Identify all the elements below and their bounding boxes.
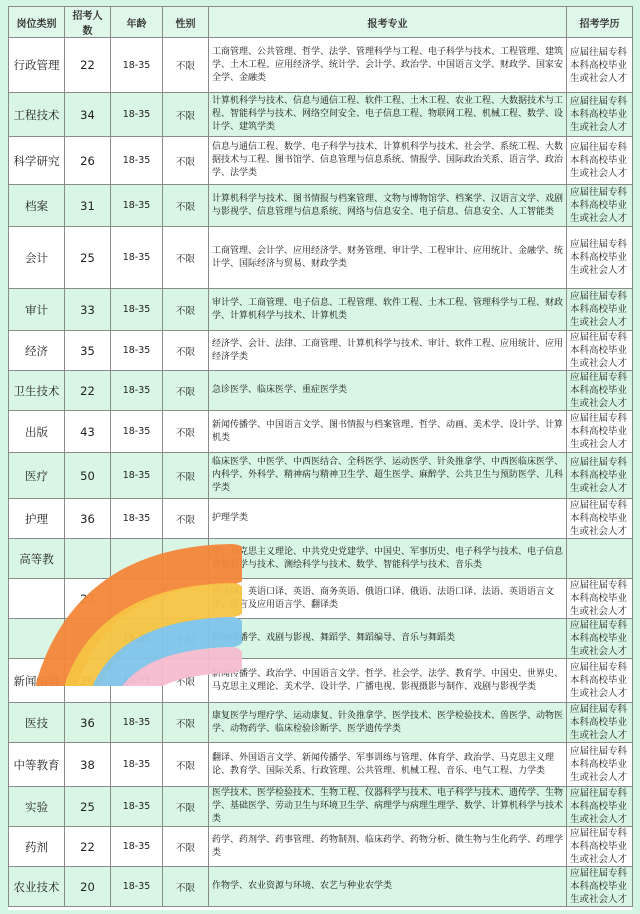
majors-cell: 学、马克思主义理论、中共党史党建学、中国史、军事历史、电子科学与技术、电子信息算机科学与技术、测绘科学与技术、数学、智能科学与技术、音乐类	[209, 539, 567, 579]
category-cell: 卫生技术	[9, 371, 65, 411]
count-cell: 35	[65, 331, 111, 371]
age-cell: 18-35	[111, 38, 163, 93]
table-header-row	[9, 7, 633, 38]
category-cell: 护理	[9, 499, 65, 539]
majors-cell: 经济学、会计、法律、工商管理、计算机科学与技术、审计、软件工程、应用统计、应用经济学类	[209, 331, 567, 371]
majors-cell: 工商管理、公共管理、哲学、法学、管理科学与工程、电子科学与技术、工程管理、建筑学、土木工程、应用经济学、统计学、会计学、政治学、中国语言文学、财政学、国家安全学、金融类	[209, 38, 567, 93]
gender-cell: 不限	[163, 331, 209, 371]
category-cell: 实验	[9, 787, 65, 827]
gender-cell: 不限	[163, 137, 209, 185]
age-cell: 18-35	[111, 137, 163, 185]
count-cell: 50	[65, 453, 111, 499]
count-cell: 22	[65, 38, 111, 93]
header-gender: 性别	[163, 7, 209, 38]
category-cell: 科学研究	[9, 137, 65, 185]
majors-cell: 审计学、工商管理、电子信息、工程管理、软件工程、土木工程、管理科学与工程、财政学、计算机科学与技术、计算机类	[209, 289, 567, 331]
age-cell: 18-35	[111, 411, 163, 453]
education-cell: 应届往届专科本科高校毕业生或社会人才	[567, 659, 633, 703]
gender-cell: 不限	[163, 93, 209, 137]
gender-cell	[163, 539, 209, 579]
age-cell: 18-35	[111, 227, 163, 289]
table-row	[9, 38, 633, 93]
education-cell: 应届往届专科本科高校毕业生或社会人才	[567, 137, 633, 185]
education-cell: 应届往届专科本科高校毕业生或社会人才	[567, 453, 633, 499]
age-cell: 18-35	[111, 867, 163, 907]
table-row	[9, 703, 633, 743]
age-cell: 18-35	[111, 499, 163, 539]
gender-cell: 不限	[163, 371, 209, 411]
gender-cell: 不限	[163, 499, 209, 539]
age-cell: 18-35	[111, 827, 163, 867]
majors-cell: 语笔译、英语口译、英语、商务英语、俄语口译、俄语、法语口译、法语、英语语言文学、语言及应用语言学、翻译类	[209, 579, 567, 619]
age-cell: 18-35	[111, 619, 163, 659]
count-cell: 25	[65, 227, 111, 289]
recruitment-table	[8, 6, 633, 907]
gender-cell: 不限	[163, 453, 209, 499]
count-cell: 43	[65, 411, 111, 453]
age-cell: 18-35	[111, 659, 163, 703]
majors-cell: 工商管理、会计学、应用经济学、财务管理、审计学、工程审计、应用统计、金融学、统计学、国际经济与贸易、财政学类	[209, 227, 567, 289]
header-majors: 报考专业	[209, 7, 567, 38]
category-cell: 会计	[9, 227, 65, 289]
education-cell: 应届往届专科本科高校毕业生或社会人才	[567, 185, 633, 227]
education-cell: 应届往届专科本科高校毕业生或社会人才	[567, 703, 633, 743]
education-cell: 应届往届专科本科高校毕业生或社会人才	[567, 331, 633, 371]
majors-cell: 新闻传播学、中国语言文学、图书情报与档案管理、哲学、动画、美术学、设计学、计算机类	[209, 411, 567, 453]
category-cell: 医技	[9, 703, 65, 743]
count-cell: 33	[65, 289, 111, 331]
majors-cell: 护理学类	[209, 499, 567, 539]
count-cell: 26	[65, 659, 111, 703]
category-cell	[9, 619, 65, 659]
table-row	[9, 185, 633, 227]
count-cell: 22	[65, 827, 111, 867]
education-cell: 应届往届专科本科高校毕业生或社会人才	[567, 371, 633, 411]
count-cell: 38	[65, 743, 111, 787]
table-row	[9, 619, 633, 659]
majors-cell: 康复医学与理疗学、运动康复、针灸推拿学、医学技术、医学检验技术、兽医学、动物医学、动物药学、临床检验诊断学、医学遗传学类	[209, 703, 567, 743]
table-row	[9, 659, 633, 703]
category-cell: 医疗	[9, 453, 65, 499]
category-cell: 新闻编辑	[9, 659, 65, 703]
gender-cell: 不限	[163, 619, 209, 659]
gender-cell: 不限	[163, 289, 209, 331]
header-category: 岗位类别	[9, 7, 65, 38]
gender-cell: 不限	[163, 743, 209, 787]
count-cell: 27	[65, 579, 111, 619]
count-cell: 20	[65, 867, 111, 907]
age-cell: 18-35	[111, 331, 163, 371]
gender-cell: 不限	[163, 787, 209, 827]
education-cell: 应届往届专科本科高校毕业生或社会人才	[567, 227, 633, 289]
majors-cell: 急诊医学、临床医学、重症医学类	[209, 371, 567, 411]
table-row	[9, 743, 633, 787]
majors-cell: 药学、药剂学、药事管理、药物制剂、临床药学、药物分析、微生物与生化药学、药理学类	[209, 827, 567, 867]
count-cell: 22	[65, 371, 111, 411]
education-cell: 应届往届专科本科高校毕业生或社会人才	[567, 93, 633, 137]
header-count: 招考人数	[65, 7, 111, 38]
gender-cell: 不限	[163, 703, 209, 743]
gender-cell: 不限	[163, 867, 209, 907]
category-cell: 经济	[9, 331, 65, 371]
education-cell	[567, 539, 633, 579]
category-cell: 工程技术	[9, 93, 65, 137]
age-cell: 18-35	[111, 289, 163, 331]
education-cell: 应届往届专科本科高校毕业生或社会人才	[567, 499, 633, 539]
age-cell: 18-35	[111, 743, 163, 787]
category-cell: 药剂	[9, 827, 65, 867]
table-row	[9, 137, 633, 185]
education-cell: 应届往届专科本科高校毕业生或社会人才	[567, 411, 633, 453]
majors-cell: 计算机科学与技术、信息与通信工程、软件工程、土木工程、农业工程、大数据技术与工程、智能科学与技术、网络空间安全、电子信息工程、物联网工程、机械工程、数学、设计学、建筑学类	[209, 93, 567, 137]
category-cell: 中等教育	[9, 743, 65, 787]
education-cell: 应届往届专科本科高校毕业生或社会人才	[567, 787, 633, 827]
majors-cell: 信息与通信工程、数学、电子科学与技术、计算机科学与技术、社会学、系统工程、大数据技术与工程、图书馆学、信息管理与信息系统、情报学、国际政治关系、语言学、政治学、法学类	[209, 137, 567, 185]
age-cell: 18-35	[111, 371, 163, 411]
education-cell: 应届往届专科本科高校毕业生或社会人才	[567, 827, 633, 867]
header-age: 年龄	[111, 7, 163, 38]
category-cell: 审计	[9, 289, 65, 331]
education-cell: 应届往届专科本科高校毕业生或社会人才	[567, 743, 633, 787]
table-row	[9, 371, 633, 411]
gender-cell: 不限	[163, 227, 209, 289]
count-cell: 31	[65, 185, 111, 227]
majors-cell: 临床医学、中医学、中西医结合、全科医学、运动医学、针灸推拿学、中西医临床医学、内科学、外科学、精神病与精神卫生学、超生医学、麻醉学、公共卫生与预防医学、儿科学类	[209, 453, 567, 499]
education-cell: 应届往届专科本科高校毕业生或社会人才	[567, 38, 633, 93]
category-cell: 档案	[9, 185, 65, 227]
count-cell: 36	[65, 499, 111, 539]
table-row	[9, 499, 633, 539]
table-row	[9, 411, 633, 453]
category-cell: 出版	[9, 411, 65, 453]
gender-cell: 不限	[163, 659, 209, 703]
category-cell	[9, 579, 65, 619]
age-cell	[111, 579, 163, 619]
table-row	[9, 539, 633, 579]
majors-cell: 翻译、外国语言文学、新闻传播学、军事训练与管理、体育学、政治学、马克思主义理论、教育学、国际关系、行政管理、公共管理、机械工程、音乐、电气工程、力学类	[209, 743, 567, 787]
table-row	[9, 827, 633, 867]
table-row	[9, 331, 633, 371]
count-cell: 25	[65, 787, 111, 827]
age-cell	[111, 539, 163, 579]
category-cell: 高等教	[9, 539, 65, 579]
count-cell: 26	[65, 137, 111, 185]
table-row	[9, 787, 633, 827]
gender-cell	[163, 579, 209, 619]
education-cell: 应届往届专科本科高校毕业生或社会人才	[567, 867, 633, 907]
table-row	[9, 579, 633, 619]
table-row	[9, 289, 633, 331]
header-education: 招考学历	[567, 7, 633, 38]
age-cell: 18-35	[111, 703, 163, 743]
category-cell: 农业技术	[9, 867, 65, 907]
education-cell: 应届往届专科本科高校毕业生或社会人才	[567, 579, 633, 619]
majors-cell: 新闻传播学、政治学、中国语言文学、哲学、社会学、法学、教育学、中国史、世界史、马克思主义理论、美术学、设计学、广播电视、影视摄影与制作、戏剧与影视学类	[209, 659, 567, 703]
age-cell: 18-35	[111, 787, 163, 827]
table-row	[9, 93, 633, 137]
gender-cell: 不限	[163, 38, 209, 93]
gender-cell: 不限	[163, 827, 209, 867]
count-cell: 36	[65, 703, 111, 743]
age-cell: 18-35	[111, 185, 163, 227]
majors-cell: 新闻传播学、戏剧与影视、舞蹈学、舞蹈编导、音乐与舞蹈类	[209, 619, 567, 659]
recruitment-table-page	[8, 6, 632, 910]
count-cell	[65, 619, 111, 659]
majors-cell: 计算机科学与技术、图书情报与档案管理、文物与博物馆学、档案学、汉语言文学、戏剧与影视学、信息管理与信息系统、网络与信息安全、电子信息、信息安全、人工智能类	[209, 185, 567, 227]
age-cell: 18-35	[111, 93, 163, 137]
category-cell: 行政管理	[9, 38, 65, 93]
count-cell	[65, 539, 111, 579]
table-row	[9, 227, 633, 289]
majors-cell: 作物学、农业资源与环境、农艺与种业农学类	[209, 867, 567, 907]
table-row	[9, 867, 633, 907]
education-cell: 应届往届专科本科高校毕业生或社会人才	[567, 619, 633, 659]
gender-cell: 不限	[163, 411, 209, 453]
education-cell: 应届往届专科本科高校毕业生或社会人才	[567, 289, 633, 331]
gender-cell: 不限	[163, 185, 209, 227]
age-cell: 18-35	[111, 453, 163, 499]
count-cell: 34	[65, 93, 111, 137]
table-row	[9, 453, 633, 499]
majors-cell: 医学技术、医学检验技术、生物工程、仪器科学与技术、电子科学与技术、遗传学、生物学、基础医学、劳动卫生与环境卫生学、病理学与病理生理学、数学、计算机科学与技术类	[209, 787, 567, 827]
